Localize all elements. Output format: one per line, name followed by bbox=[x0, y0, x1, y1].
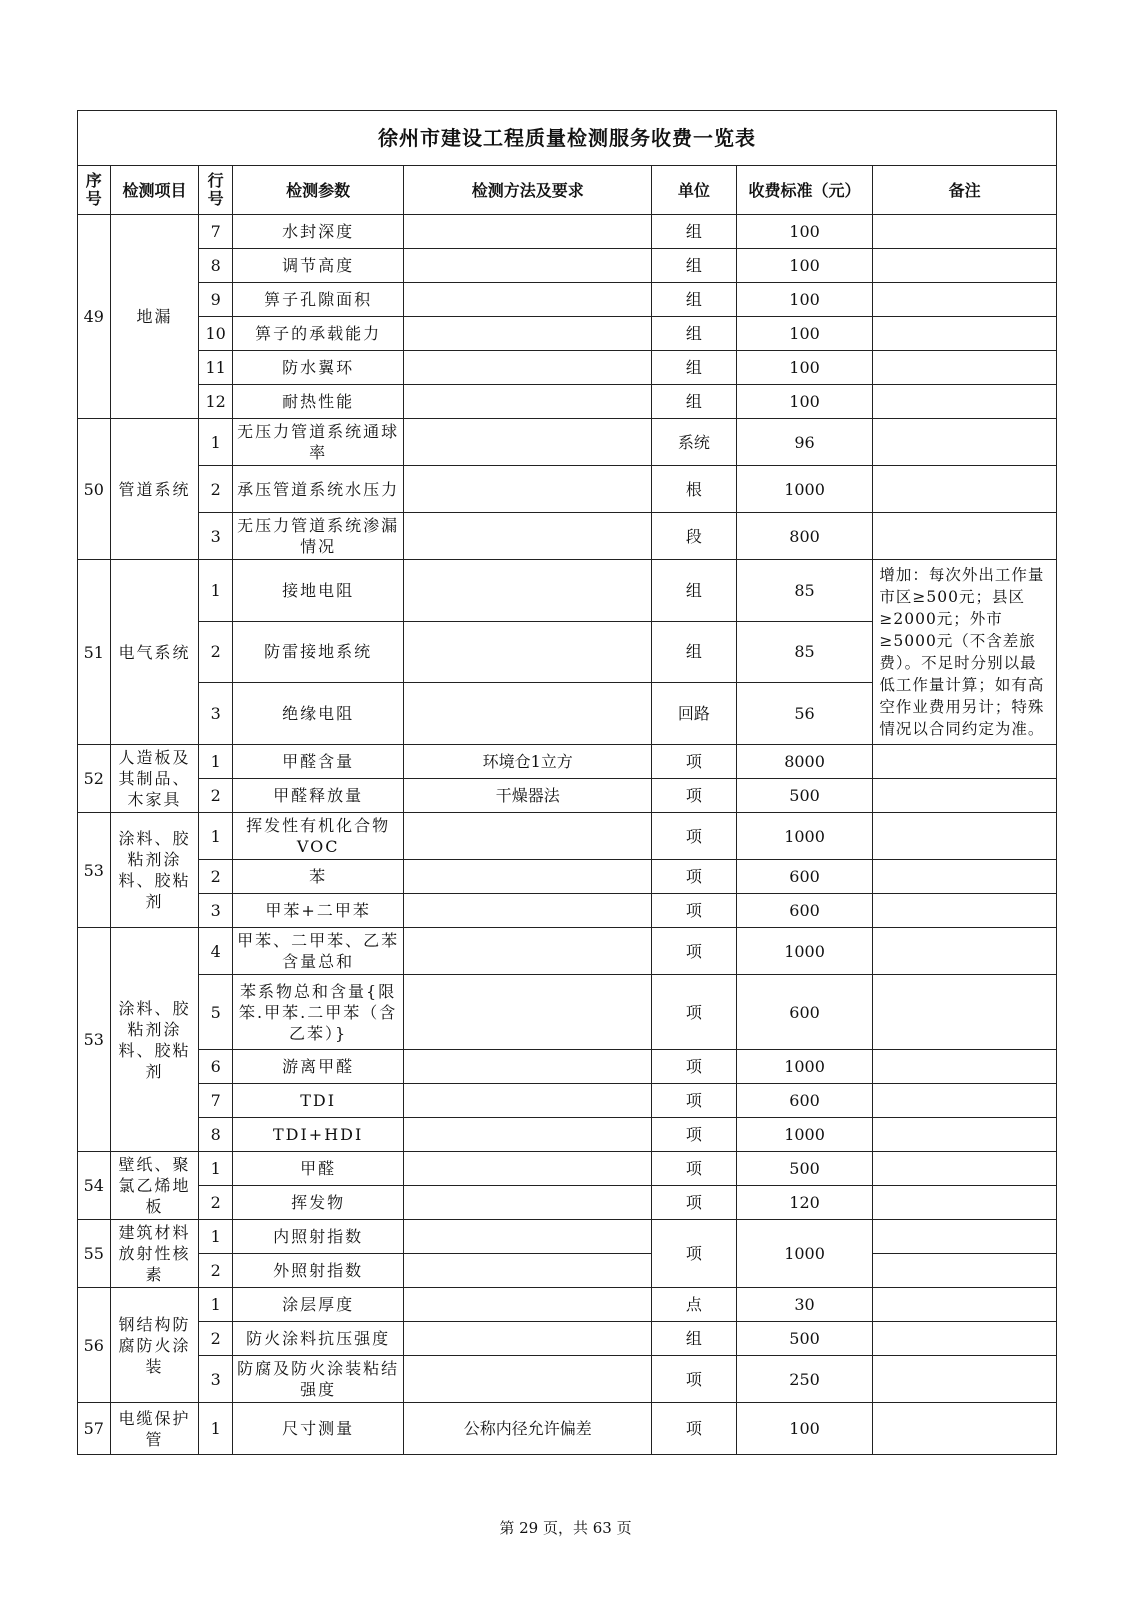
table-row bbox=[78, 928, 1057, 975]
cell-method bbox=[404, 1152, 652, 1186]
cell-fee: 30 bbox=[736, 1288, 873, 1322]
cell-fee: 100 bbox=[736, 317, 873, 351]
cell-row: 2 bbox=[199, 1254, 233, 1288]
cell-param: TDI+HDI bbox=[232, 1118, 403, 1152]
cell-method bbox=[404, 1254, 652, 1288]
cell-unit: 组 bbox=[652, 560, 737, 622]
cell-method bbox=[404, 1118, 652, 1152]
cell-param: 苯系物总和含量{限笨.甲苯.二甲苯（含乙苯）} bbox=[232, 975, 403, 1050]
cell-param: 甲醛含量 bbox=[232, 745, 403, 779]
cell-param: 苯 bbox=[232, 860, 403, 894]
cell-note bbox=[873, 1356, 1057, 1403]
cell-unit: 项 bbox=[652, 860, 737, 894]
cell-param: 箅子孔隙面积 bbox=[232, 283, 403, 317]
cell-param: 游离甲醛 bbox=[232, 1050, 403, 1084]
table-row bbox=[78, 975, 1057, 1050]
cell-unit: 项 bbox=[652, 813, 737, 860]
cell-item: 涂料、胶粘剂涂料、胶粘剂 bbox=[110, 928, 199, 1152]
cell-row: 2 bbox=[199, 466, 233, 513]
header-param: 检测参数 bbox=[232, 166, 403, 215]
cell-param: 调节高度 bbox=[232, 249, 403, 283]
cell-note bbox=[873, 779, 1057, 813]
cell-note bbox=[873, 351, 1057, 385]
cell-fee: 1000 bbox=[736, 1118, 873, 1152]
cell-method bbox=[404, 1220, 652, 1254]
cell-method bbox=[404, 621, 652, 683]
table-row bbox=[78, 1118, 1057, 1152]
cell-unit: 项 bbox=[652, 1403, 737, 1455]
cell-fee: 96 bbox=[736, 419, 873, 466]
cell-row: 10 bbox=[199, 317, 233, 351]
cell-item: 建筑材料放射性核素 bbox=[110, 1220, 199, 1288]
cell-param: 防水翼环 bbox=[232, 351, 403, 385]
cell-param: 尺寸测量 bbox=[232, 1403, 403, 1455]
cell-item: 管道系统 bbox=[110, 419, 199, 560]
cell-row: 8 bbox=[199, 1118, 233, 1152]
cell-fee: 100 bbox=[736, 249, 873, 283]
table-row bbox=[78, 1084, 1057, 1118]
cell-fee: 600 bbox=[736, 1084, 873, 1118]
cell-method bbox=[404, 860, 652, 894]
cell-fee: 85 bbox=[736, 560, 873, 622]
header-seq: 序号 bbox=[78, 166, 111, 215]
cell-method: 干燥器法 bbox=[404, 779, 652, 813]
cell-item: 电气系统 bbox=[110, 560, 199, 745]
cell-note bbox=[873, 975, 1057, 1050]
cell-fee: 600 bbox=[736, 975, 873, 1050]
cell-row: 3 bbox=[199, 683, 233, 745]
cell-fee: 250 bbox=[736, 1356, 873, 1403]
table-row bbox=[78, 1220, 1057, 1254]
cell-method bbox=[404, 1322, 652, 1356]
cell-param: 绝缘电阻 bbox=[232, 683, 403, 745]
cell-method bbox=[404, 1050, 652, 1084]
table-row bbox=[78, 1186, 1057, 1220]
cell-unit: 组 bbox=[652, 317, 737, 351]
header-fee: 收费标准（元） bbox=[736, 166, 873, 215]
table-row bbox=[78, 317, 1057, 351]
table-row bbox=[78, 1356, 1057, 1403]
cell-fee: 100 bbox=[736, 283, 873, 317]
cell-unit: 组 bbox=[652, 283, 737, 317]
table-row bbox=[78, 1152, 1057, 1186]
cell-param: 防腐及防火涂装粘结强度 bbox=[232, 1356, 403, 1403]
table-row bbox=[78, 1403, 1057, 1455]
cell-unit: 项 bbox=[652, 1084, 737, 1118]
table-row bbox=[78, 249, 1057, 283]
cell-unit: 项 bbox=[652, 894, 737, 928]
cell-param: 无压力管道系统渗漏情况 bbox=[232, 513, 403, 560]
cell-row: 4 bbox=[199, 928, 233, 975]
cell-note: 增加：每次外出工作量市区≥500元；县区≥2000元；外市≥5000元（不含差旅费）。不足时分别以最低工作量计算；如有高空作业费用另计；特殊情况以合同约定为准。 bbox=[873, 560, 1057, 745]
cell-method bbox=[404, 894, 652, 928]
cell-seq: 51 bbox=[78, 560, 111, 745]
cell-unit: 回路 bbox=[652, 683, 737, 745]
cell-param: 涂层厚度 bbox=[232, 1288, 403, 1322]
cell-method bbox=[404, 1356, 652, 1403]
cell-unit: 组 bbox=[652, 1322, 737, 1356]
cell-fee: 100 bbox=[736, 351, 873, 385]
cell-row: 2 bbox=[199, 1322, 233, 1356]
cell-fee: 500 bbox=[736, 1322, 873, 1356]
cell-method bbox=[404, 215, 652, 249]
cell-method bbox=[404, 385, 652, 419]
table-row bbox=[78, 351, 1057, 385]
header-unit: 单位 bbox=[652, 166, 737, 215]
cell-item: 地漏 bbox=[110, 215, 199, 419]
cell-param: 挥发性有机化合物VOC bbox=[232, 813, 403, 860]
cell-param: 无压力管道系统通球率 bbox=[232, 419, 403, 466]
header-note: 备注 bbox=[873, 166, 1057, 215]
cell-fee: 100 bbox=[736, 1403, 873, 1455]
cell-note bbox=[873, 385, 1057, 419]
cell-method bbox=[404, 419, 652, 466]
cell-param: 箅子的承载能力 bbox=[232, 317, 403, 351]
table-row bbox=[78, 813, 1057, 860]
cell-seq: 53 bbox=[78, 813, 111, 928]
cell-param: 甲苯、二甲苯、乙苯含量总和 bbox=[232, 928, 403, 975]
cell-unit: 点 bbox=[652, 1288, 737, 1322]
cell-param: 承压管道系统水压力 bbox=[232, 466, 403, 513]
cell-method bbox=[404, 351, 652, 385]
cell-unit: 组 bbox=[652, 215, 737, 249]
cell-row: 2 bbox=[199, 621, 233, 683]
cell-note bbox=[873, 860, 1057, 894]
cell-row: 9 bbox=[199, 283, 233, 317]
table-row bbox=[78, 745, 1057, 779]
cell-fee: 56 bbox=[736, 683, 873, 745]
cell-method bbox=[404, 317, 652, 351]
cell-row: 2 bbox=[199, 1186, 233, 1220]
table-row bbox=[78, 779, 1057, 813]
cell-unit: 项 bbox=[652, 1050, 737, 1084]
cell-param: 水封深度 bbox=[232, 215, 403, 249]
cell-unit: 项 bbox=[652, 1118, 737, 1152]
cell-note bbox=[873, 928, 1057, 975]
table-row bbox=[78, 560, 1057, 622]
cell-row: 2 bbox=[199, 779, 233, 813]
cell-item: 人造板及其制品、木家具 bbox=[110, 745, 199, 813]
cell-param: 甲醛 bbox=[232, 1152, 403, 1186]
cell-note bbox=[873, 1322, 1057, 1356]
cell-note bbox=[873, 466, 1057, 513]
cell-note bbox=[873, 1220, 1057, 1254]
cell-param: 防雷接地系统 bbox=[232, 621, 403, 683]
cell-note bbox=[873, 745, 1057, 779]
header-method: 检测方法及要求 bbox=[404, 166, 652, 215]
cell-row: 6 bbox=[199, 1050, 233, 1084]
table-row bbox=[78, 513, 1057, 560]
cell-item: 涂料、胶粘剂涂料、胶粘剂 bbox=[110, 813, 199, 928]
cell-method bbox=[404, 466, 652, 513]
table-row bbox=[78, 894, 1057, 928]
table-row bbox=[78, 419, 1057, 466]
cell-seq: 57 bbox=[78, 1403, 111, 1455]
cell-method bbox=[404, 683, 652, 745]
cell-note bbox=[873, 283, 1057, 317]
cell-item: 电缆保护管 bbox=[110, 1403, 199, 1455]
cell-unit: 项 bbox=[652, 975, 737, 1050]
cell-seq: 50 bbox=[78, 419, 111, 560]
cell-fee: 1000 bbox=[736, 1220, 873, 1288]
cell-note bbox=[873, 894, 1057, 928]
cell-row: 1 bbox=[199, 1220, 233, 1254]
cell-unit: 组 bbox=[652, 249, 737, 283]
cell-row: 3 bbox=[199, 1356, 233, 1403]
cell-fee: 1000 bbox=[736, 813, 873, 860]
cell-method bbox=[404, 560, 652, 622]
cell-unit: 系统 bbox=[652, 419, 737, 466]
cell-method bbox=[404, 813, 652, 860]
cell-fee: 85 bbox=[736, 621, 873, 683]
cell-param: 接地电阻 bbox=[232, 560, 403, 622]
cell-item: 壁纸、聚氯乙烯地板 bbox=[110, 1152, 199, 1220]
cell-method bbox=[404, 1186, 652, 1220]
header-item: 检测项目 bbox=[110, 166, 199, 215]
cell-fee: 100 bbox=[736, 385, 873, 419]
cell-param: 甲苯+二甲苯 bbox=[232, 894, 403, 928]
cell-param: TDI bbox=[232, 1084, 403, 1118]
cell-unit: 项 bbox=[652, 779, 737, 813]
cell-row: 1 bbox=[199, 560, 233, 622]
cell-note bbox=[873, 1118, 1057, 1152]
cell-param: 耐热性能 bbox=[232, 385, 403, 419]
cell-row: 3 bbox=[199, 513, 233, 560]
cell-note bbox=[873, 513, 1057, 560]
cell-param: 甲醛释放量 bbox=[232, 779, 403, 813]
cell-method bbox=[404, 975, 652, 1050]
fee-table-sheet bbox=[77, 110, 1057, 1455]
cell-unit: 项 bbox=[652, 1356, 737, 1403]
cell-row: 7 bbox=[199, 215, 233, 249]
cell-row: 1 bbox=[199, 1152, 233, 1186]
table-row bbox=[78, 385, 1057, 419]
cell-unit: 组 bbox=[652, 351, 737, 385]
table-row bbox=[78, 1322, 1057, 1356]
cell-unit: 组 bbox=[652, 385, 737, 419]
cell-fee: 1000 bbox=[736, 928, 873, 975]
cell-row: 1 bbox=[199, 813, 233, 860]
cell-param: 内照射指数 bbox=[232, 1220, 403, 1254]
cell-seq: 53 bbox=[78, 928, 111, 1152]
cell-fee: 8000 bbox=[736, 745, 873, 779]
cell-note bbox=[873, 1152, 1057, 1186]
cell-param: 挥发物 bbox=[232, 1186, 403, 1220]
cell-param: 防火涂料抗压强度 bbox=[232, 1322, 403, 1356]
cell-row: 1 bbox=[199, 745, 233, 779]
table-row bbox=[78, 1050, 1057, 1084]
cell-fee: 800 bbox=[736, 513, 873, 560]
cell-fee: 100 bbox=[736, 215, 873, 249]
page-footer: 第 29 页，共 63 页 bbox=[499, 1519, 632, 1537]
cell-note bbox=[873, 1050, 1057, 1084]
cell-note bbox=[873, 1186, 1057, 1220]
cell-note bbox=[873, 1254, 1057, 1288]
cell-unit: 项 bbox=[652, 1186, 737, 1220]
cell-note bbox=[873, 317, 1057, 351]
cell-fee: 600 bbox=[736, 894, 873, 928]
cell-fee: 1000 bbox=[736, 1050, 873, 1084]
cell-row: 7 bbox=[199, 1084, 233, 1118]
cell-seq: 49 bbox=[78, 215, 111, 419]
cell-seq: 54 bbox=[78, 1152, 111, 1220]
cell-unit: 项 bbox=[652, 745, 737, 779]
cell-unit: 根 bbox=[652, 466, 737, 513]
cell-row: 11 bbox=[199, 351, 233, 385]
cell-method bbox=[404, 283, 652, 317]
cell-unit: 段 bbox=[652, 513, 737, 560]
cell-row: 8 bbox=[199, 249, 233, 283]
cell-row: 1 bbox=[199, 419, 233, 466]
cell-note bbox=[873, 1403, 1057, 1455]
header-row: 行号 bbox=[199, 166, 233, 215]
cell-row: 3 bbox=[199, 894, 233, 928]
cell-unit: 项 bbox=[652, 928, 737, 975]
cell-unit: 项 bbox=[652, 1152, 737, 1186]
cell-seq: 55 bbox=[78, 1220, 111, 1288]
cell-param: 外照射指数 bbox=[232, 1254, 403, 1288]
cell-note bbox=[873, 1084, 1057, 1118]
fee-table bbox=[77, 110, 1057, 1455]
cell-item: 钢结构防腐防火涂装 bbox=[110, 1288, 199, 1403]
cell-note bbox=[873, 1288, 1057, 1322]
cell-method: 环境仓1立方 bbox=[404, 745, 652, 779]
cell-method bbox=[404, 513, 652, 560]
cell-note bbox=[873, 419, 1057, 466]
cell-note bbox=[873, 215, 1057, 249]
table-row bbox=[78, 1254, 1057, 1288]
cell-note bbox=[873, 249, 1057, 283]
cell-row: 5 bbox=[199, 975, 233, 1050]
table-row bbox=[78, 283, 1057, 317]
table-row bbox=[78, 860, 1057, 894]
cell-fee: 600 bbox=[736, 860, 873, 894]
cell-fee: 500 bbox=[736, 779, 873, 813]
table-title: 徐州市建设工程质量检测服务收费一览表 bbox=[78, 111, 1057, 166]
table-row bbox=[78, 1288, 1057, 1322]
cell-row: 12 bbox=[199, 385, 233, 419]
cell-fee: 1000 bbox=[736, 466, 873, 513]
cell-method bbox=[404, 1288, 652, 1322]
cell-note bbox=[873, 813, 1057, 860]
table-row bbox=[78, 215, 1057, 249]
cell-method: 公称内径允许偏差 bbox=[404, 1403, 652, 1455]
cell-unit: 组 bbox=[652, 621, 737, 683]
cell-fee: 500 bbox=[736, 1152, 873, 1186]
table-row bbox=[78, 466, 1057, 513]
cell-row: 2 bbox=[199, 860, 233, 894]
cell-seq: 52 bbox=[78, 745, 111, 813]
table-body bbox=[78, 215, 1057, 1455]
cell-row: 1 bbox=[199, 1288, 233, 1322]
cell-method bbox=[404, 1084, 652, 1118]
cell-unit: 项 bbox=[652, 1220, 737, 1288]
cell-method bbox=[404, 249, 652, 283]
cell-seq: 56 bbox=[78, 1288, 111, 1403]
cell-row: 1 bbox=[199, 1403, 233, 1455]
cell-method bbox=[404, 928, 652, 975]
cell-fee: 120 bbox=[736, 1186, 873, 1220]
